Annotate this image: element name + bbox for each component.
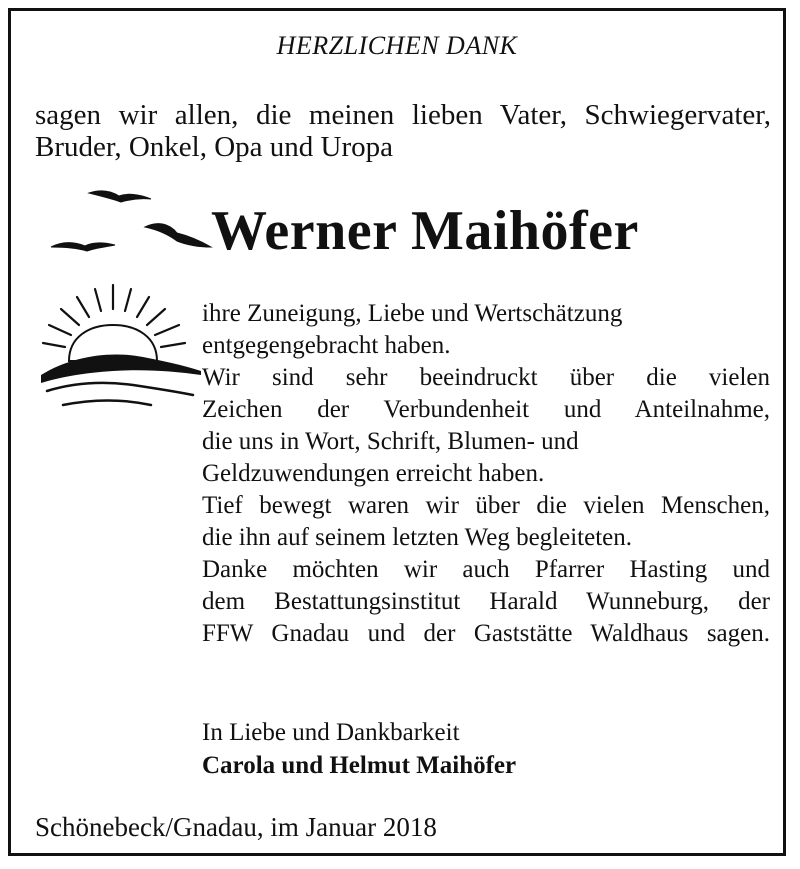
intro-line: Bruder, Onkel, Opa und Uropa <box>35 131 394 163</box>
body-line: die uns in Wort, Schrift, Blumen- und <box>202 428 579 455</box>
body-line: FFW Gnadau und der Gaststätte Waldhaus sagen. <box>202 620 770 647</box>
deceased-name: Werner Maihöfer <box>211 200 639 262</box>
flying-birds-icon <box>49 187 219 267</box>
closing-phrase: In Liebe und Dankbarkeit <box>202 719 460 746</box>
body-line: die ihn auf seinem letzten Weg begleiteten. <box>202 524 633 551</box>
body-line: ihre Zuneigung, Liebe und Wertschätzung <box>202 300 623 327</box>
closing-block <box>202 716 516 782</box>
body-line: Zeichen der Verbundenheit und Anteilnahme, <box>202 396 770 423</box>
body-line: Wir sind sehr beeindruckt über die vielen <box>202 364 770 391</box>
body-line: Tief bewegt waren wir über die vielen Menschen, <box>202 492 770 519</box>
signatories: Carola und Helmut Maihöfer <box>202 752 517 779</box>
body-text <box>202 298 770 650</box>
body-line: Danke möchten wir auch Pfarrer Hasting und <box>202 556 770 583</box>
body-line: dem Bestattungsinstitut Harald Wunneburg, der <box>202 588 770 615</box>
body-line: entgegengebracht haben. <box>202 332 451 359</box>
heading: HERZLICHEN DANK <box>276 31 518 60</box>
setting-sun-icon <box>33 279 203 419</box>
intro-line: sagen wir allen, die meinen lieben Vater, Schwiegervater, <box>35 99 771 131</box>
body-line: Geldzuwendungen erreicht haben. <box>202 460 545 487</box>
intro-text <box>35 99 771 163</box>
obituary-card <box>8 8 786 856</box>
place-date: Schönebeck/Gnadau, im Januar 2018 <box>35 812 437 842</box>
